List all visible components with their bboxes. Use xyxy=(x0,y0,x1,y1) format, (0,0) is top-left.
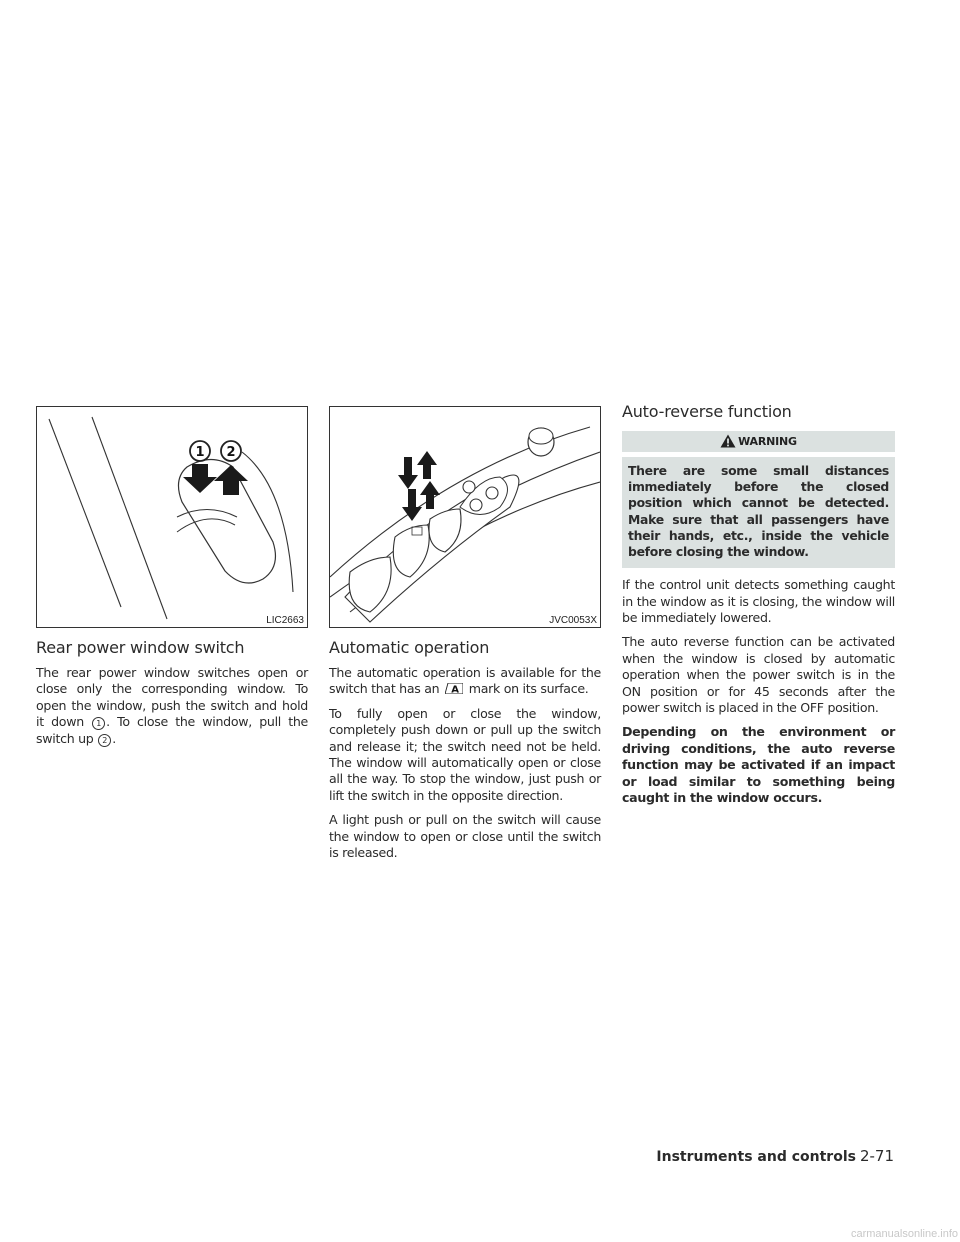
column-rear-power-window xyxy=(36,406,308,755)
text: . xyxy=(112,730,116,746)
section-heading: Auto-reverse function xyxy=(622,402,792,421)
column-auto-reverse xyxy=(622,402,895,815)
text: . To close the window, pull the switch up xyxy=(36,714,308,746)
section-heading: Automatic operation xyxy=(329,638,490,657)
text: mark on its surface. xyxy=(468,681,589,697)
paragraph: A light push or pull on the switch will cause the window to open or close until the switch is released. xyxy=(329,812,601,861)
rear-window-switch-illustration xyxy=(37,407,307,627)
warning-icon xyxy=(720,434,736,448)
paragraph-bold: Depending on the environment or driving conditions, the auto reverse function may be activated if an impact or load similar to something being caught in the window occurs. xyxy=(622,724,895,806)
figure-rear-window-switch xyxy=(36,406,308,628)
callout-1: 1 xyxy=(195,445,205,460)
auto-mark-icon xyxy=(445,683,463,694)
paragraph: To fully open or close the window, completely push down or pull up the switch and release it; the switch need not be held. The window will automatically open or close all the way. To stop the window, just push or lift the switch in the opposite direction. xyxy=(329,705,601,803)
text: The rear power window switches open or close only the corresponding window. To open the window, push the switch and hold it down xyxy=(36,665,308,730)
circled-number-1: 1 xyxy=(92,717,105,730)
warning-label: WARNING xyxy=(738,435,797,448)
svg-text:A: A xyxy=(451,684,459,695)
paragraph xyxy=(329,665,601,698)
watermark: carmanualsonline.info xyxy=(850,1228,958,1240)
figure-code: LIC2663 xyxy=(266,615,304,626)
driver-window-switch-illustration xyxy=(330,407,600,627)
warning-header xyxy=(622,431,895,452)
page-footer xyxy=(656,1147,894,1165)
text: The automatic operation is available for the switch that has an xyxy=(329,665,601,697)
callout-2: 2 xyxy=(226,445,236,460)
arrow-down-icon xyxy=(398,457,418,489)
arrow-up-icon xyxy=(417,451,437,479)
section-heading: Rear power window switch xyxy=(36,638,245,657)
page-number: 2-71 xyxy=(859,1147,894,1165)
circled-number-2: 2 xyxy=(98,734,111,747)
figure-driver-window-switch xyxy=(329,406,601,628)
paragraph: If the control unit detects something caught in the window as it is closing, the window will be immediately lowered. xyxy=(622,577,895,626)
figure-code: JVC0053X xyxy=(549,615,597,626)
paragraph: The auto reverse function can be activated when the window is closed by automatic operation when the power switch is in the ON position or for 45 seconds after the power switch is placed in the OFF position. xyxy=(622,634,895,716)
footer-section: Instruments and controls xyxy=(656,1149,856,1165)
warning-text: There are some small distances immediately before the closed position which cannot be detected. Make sure that all passengers have their hands, etc., inside the vehicle before closing the window. xyxy=(622,457,895,568)
column-automatic-operation xyxy=(329,406,601,869)
paragraph xyxy=(36,665,308,747)
